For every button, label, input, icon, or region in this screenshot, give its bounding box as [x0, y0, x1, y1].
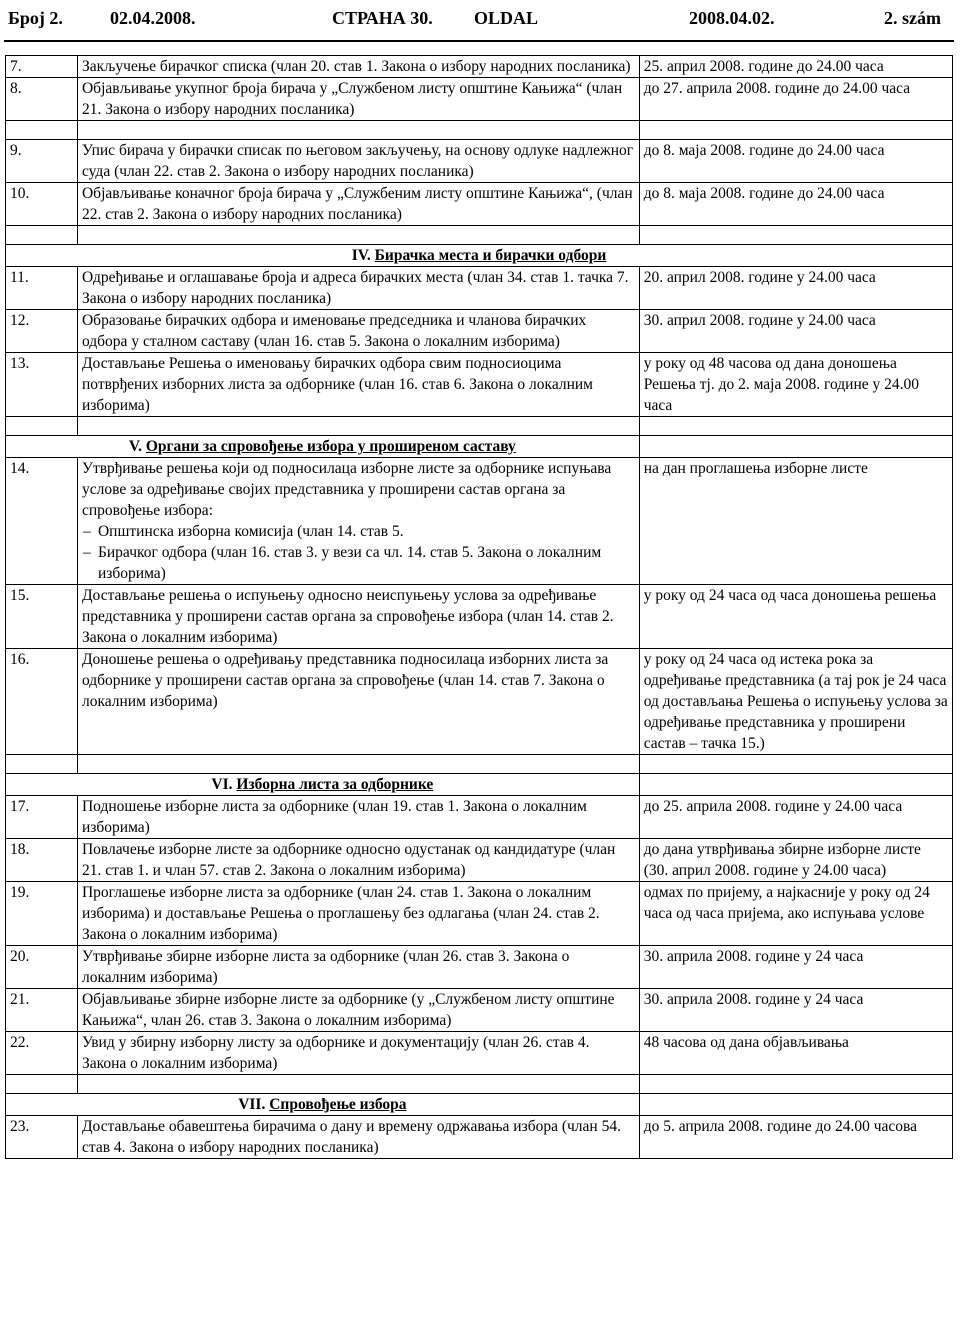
row-number: 10. [6, 183, 78, 226]
row-deadline: до 5. априла 2008. године до 24.00 часова [639, 1116, 952, 1159]
bullet-item: – Бирачког одбора (члан 16. став 3. у вези са чл. 14. став 5. Закона о локалним изборима) [82, 542, 635, 584]
table-row [6, 78, 953, 121]
table-row [6, 310, 953, 353]
table-row [6, 353, 953, 417]
row-description: Утврђивање збирне изборне листа за одборнике (члан 26. став 3. Закона о локалним изборима) [77, 946, 639, 989]
row-description: Објављивање укупног броја бирача у „Службеном листу општине Кањижа“ (члан 21. Закона о избору народних посланика) [77, 78, 639, 121]
table-row [6, 267, 953, 310]
table-row [6, 1116, 953, 1159]
table-row [6, 56, 953, 78]
table-row [6, 989, 953, 1032]
row-description [77, 458, 639, 585]
page-label-sr: СТРАНА 30. [332, 8, 433, 28]
row-number: 23. [6, 1116, 78, 1159]
section-heading-vi [6, 774, 953, 796]
row-number: 12. [6, 310, 78, 353]
row-description: Образовање бирачких одбора и именовање председника и чланова бирачких одбора у сталном саставу (члан 16. став 5. Закона о локалним изборима) [77, 310, 639, 353]
table-row [6, 882, 953, 946]
row-deadline: у року од 48 часова од дана доношења Решења тј. до 2. маја 2008. године у 24.00 часа [639, 353, 952, 417]
election-schedule-table [5, 55, 953, 1159]
row-number: 21. [6, 989, 78, 1032]
bullet-item: – Општинска изборна комисија (члан 14. став 5. [82, 521, 635, 542]
row-description: Доношење решења о одређивању представника подносилаца изборних листа за одборнике у проширени састав органа за спровођење (члан 14. став 7. Закона о локалним изборима) [77, 649, 639, 755]
row-number: 19. [6, 882, 78, 946]
section-title: Бирачка места и бирачки одбори [374, 247, 607, 264]
issue-number: Број 2. [8, 8, 63, 28]
table-row [6, 796, 953, 839]
row-description: Објављивање коначног броја бирача у „Службеним листу општине Кањижа“, (члан 22. став 2. Закона о избору народних посланика) [77, 183, 639, 226]
row-number: 7. [6, 56, 78, 78]
row-description: Достављање Решења о именовању бирачких одбора свим подносиоцима потврђених изборних листа за одборнике (члан 16. став 6. Закона о локалним изборима) [77, 353, 639, 417]
row-deadline: до 25. априла 2008. године у 24.00 часа [639, 796, 952, 839]
row-deadline: 20. април 2008. године у 24.00 часа [639, 267, 952, 310]
row-number: 22. [6, 1032, 78, 1075]
row-number: 14. [6, 458, 78, 585]
section-roman: IV. [351, 247, 371, 264]
spacer-row [6, 121, 953, 140]
row-deadline: на дан проглашења изборне листе [639, 458, 952, 585]
row-description: Достављање обавештења бирачима о дану и времену одржавања избора (члан 54. став 4. Закона о избору народних посланика) [77, 1116, 639, 1159]
section-title: Спровођење избора [269, 1096, 407, 1113]
section-roman: VI. [211, 776, 233, 793]
section-heading-v [6, 436, 953, 458]
row-description-text: Утврђивање решења који од подносилаца изборне листе за одборнике испуњава услове за одређивање својих представника у проширени састав органа за спровођење избора: [81, 460, 612, 519]
page-label-hu: OLDAL [474, 8, 539, 28]
section-roman: V. [128, 438, 142, 455]
row-description: Увид у збирну изборну листу за одборнике и документацију (члан 26. став 4. Закона о локалним изборима) [77, 1032, 639, 1075]
row-number: 17. [6, 796, 78, 839]
row-number: 18. [6, 839, 78, 882]
row-deadline: до дана утврђивања збирне изборне листе (30. април 2008. године у 24.00 часа) [639, 839, 952, 882]
row-deadline: у року од 24 часа од истека рока за одређивање представника (а тај рок је 24 часа од достављања Решења о испуњењу услова за одређивање представника у проширени састав – тачка 15.) [639, 649, 952, 755]
row-description: Достављање решења о испуњењу односно неиспуњењу услова за одређивање представника у проширени састав органа за спровођење избора (члан 14. став 2. Закона о локалним изборима) [77, 585, 639, 649]
table-row [6, 183, 953, 226]
section-heading-vii [6, 1094, 953, 1116]
row-deadline: 30. априла 2008. године у 24 часа [639, 946, 952, 989]
row-deadline: до 8. маја 2008. године до 24.00 часа [639, 183, 952, 226]
row-number: 9. [6, 140, 78, 183]
row-number: 15. [6, 585, 78, 649]
table-row [6, 946, 953, 989]
row-number: 20. [6, 946, 78, 989]
spacer-row [6, 755, 953, 774]
section-title: Органи за спровођење избора у проширеном саставу [145, 438, 516, 455]
table-row [6, 140, 953, 183]
row-description: Подношење изборне листа за одборнике (члан 19. став 1. Закона о локалним изборима) [77, 796, 639, 839]
spacer-row [6, 417, 953, 436]
row-deadline: 30. априла 2008. године у 24 часа [639, 989, 952, 1032]
table-row [6, 1032, 953, 1075]
row-deadline: до 8. маја 2008. године до 24.00 часа [639, 140, 952, 183]
row-description: Упис бирача у бирачки списак по његовом закључењу, на основу одлуке надлежног суда (члан 22. став 2. Закона о избору народних посланика) [77, 140, 639, 183]
row-deadline: 30. април 2008. године у 24.00 часа [639, 310, 952, 353]
row-description: Објављивање збирне изборне листе за одборнике (у „Службеном листу општине Кањижа“, члан 26. став 3. Закона о локалним изборима) [77, 989, 639, 1032]
row-number: 11. [6, 267, 78, 310]
table-row [6, 585, 953, 649]
spacer-row [6, 226, 953, 245]
row-description: Закључење бирачког списка (члан 20. став 1. Закона о избору народних посланика) [77, 56, 639, 78]
table-row [6, 649, 953, 755]
row-number: 8. [6, 78, 78, 121]
section-heading-iv [6, 245, 953, 267]
row-description: Одређивање и оглашавање броја и адреса бирачких места (члан 34. став 1. тачка 7. Закона о избору народних посланика) [77, 267, 639, 310]
row-description: Повлачење изборне листе за одборнике односно одустанак од кандидатуре (члан 21. став 1. и члан 57. став 2. Закона о локалним изборима) [77, 839, 639, 882]
row-deadline: до 27. априла 2008. године до 24.00 часа [639, 78, 952, 121]
section-roman: VII. [238, 1096, 266, 1113]
row-deadline: 48 часова од дана објављивања [639, 1032, 952, 1075]
row-number: 16. [6, 649, 78, 755]
spacer-row [6, 1075, 953, 1094]
row-deadline: у року од 24 часа од часа доношења решења [639, 585, 952, 649]
row-description: Проглашење изборне листа за одборнике (члан 24. став 1. Закона о локалним изборима) и достављање Решења о проглашењу без одлагања (члан 24. став 2. Закона о локалним изборима) [77, 882, 639, 946]
row-deadline: 25. април 2008. године до 24.00 часа [639, 56, 952, 78]
issue-date-sr: 02.04.2008. [110, 8, 196, 28]
row-deadline: одмах по пријему, а најкасније у року од 24 часа од часа пријема, ако испуњава услове [639, 882, 952, 946]
row-number: 13. [6, 353, 78, 417]
table-row [6, 839, 953, 882]
issue-date-hu: 2008.04.02. [689, 8, 775, 28]
table-row [6, 458, 953, 585]
page-header [4, 0, 954, 42]
section-title: Изборна листа за одборнике [236, 776, 434, 793]
issue-number-hu: 2. szám [884, 8, 941, 28]
